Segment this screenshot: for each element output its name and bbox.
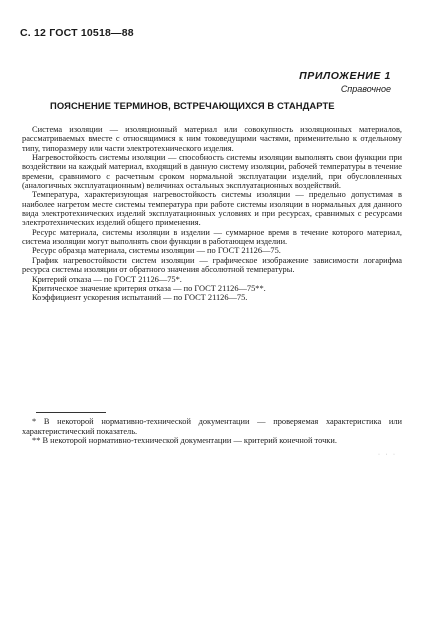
appendix-note: Справочное xyxy=(340,84,391,94)
terms-body xyxy=(22,125,402,303)
section-title: ПОЯСНЕНИЕ ТЕРМИНОВ, ВСТРЕЧАЮЩИХСЯ В СТАНДАРТЕ xyxy=(50,100,335,111)
footnote-2: ** В некоторой нормативно-технической документации — критерий конечной точки. xyxy=(32,436,337,445)
appendix-label: ПРИЛОЖЕНИЕ 1 xyxy=(299,70,391,82)
term-paragraph-heat-resistance-graph: График нагревостойкости систем изоляции — графическое изображение зависимости логарифма ресурса системы изоляции от обратного значения абсолютной температуры. xyxy=(22,255,402,275)
footnote-divider xyxy=(36,412,106,413)
term-paragraph-temperature: Температура, характеризующая нагревостойкость системы изоляции — предельно допустимая в наиболее нагретом месте системы температура при работе системы изоляции в нормальных для данного вида электротехнических изделий эксплуатационных условиях и при ресурсах, сравнимых с ресурсами электротехнических изделий общего применения. xyxy=(22,190,402,228)
term-paragraph-resource-in-product: Ресурс материала, системы изоляции в изделии — суммарное время в течение которого материал, система изоляции могут выполнять свои функции в работающем изделии. xyxy=(22,227,402,247)
scan-speck-decoration: · · · xyxy=(378,452,397,458)
term-paragraph-failure-criterion: Критерий отказа — по ГОСТ 21126—75*. xyxy=(32,274,182,284)
term-paragraph-resource-sample: Ресурс образца материала, системы изоляции — по ГОСТ 21126—75. xyxy=(32,246,281,256)
term-paragraph-heat-resistance: Нагревостойкость системы изоляции — способность системы изоляции выполнять свои функции при воздействии на каждый материал, входящий в данную систему изоляции, рабочей температуры в течение времени, сравнимого с расчетным сроком нормальной эксплуатации изделий, при обусловленных (аналогичных эксплуатационным) величинах остальных эксплуатационных воздействий. xyxy=(22,153,402,191)
page-header: С. 12 ГОСТ 10518—88 xyxy=(20,27,134,39)
footnote-1: * В некоторой нормативно-технической документации — проверяемая характеристика или характеристический показатель. xyxy=(22,417,402,436)
footnotes xyxy=(22,417,402,446)
term-paragraph-insulation-system: Система изоляции — изоляционный материал или совокупность изоляционных материалов, рассматриваемых вместе с относящимися к ним токоведущими частями, применительно к отдельному типу, типоразмеру или части электротехнического изделия. xyxy=(22,125,402,153)
appendix-block xyxy=(299,70,391,94)
term-paragraph-critical-value: Критическое значение критерия отказа — по ГОСТ 21126—75**. xyxy=(32,283,266,293)
term-paragraph-acceleration-coefficient: Коэффициент ускорения испытаний — по ГОСТ 21126—75. xyxy=(32,293,248,303)
